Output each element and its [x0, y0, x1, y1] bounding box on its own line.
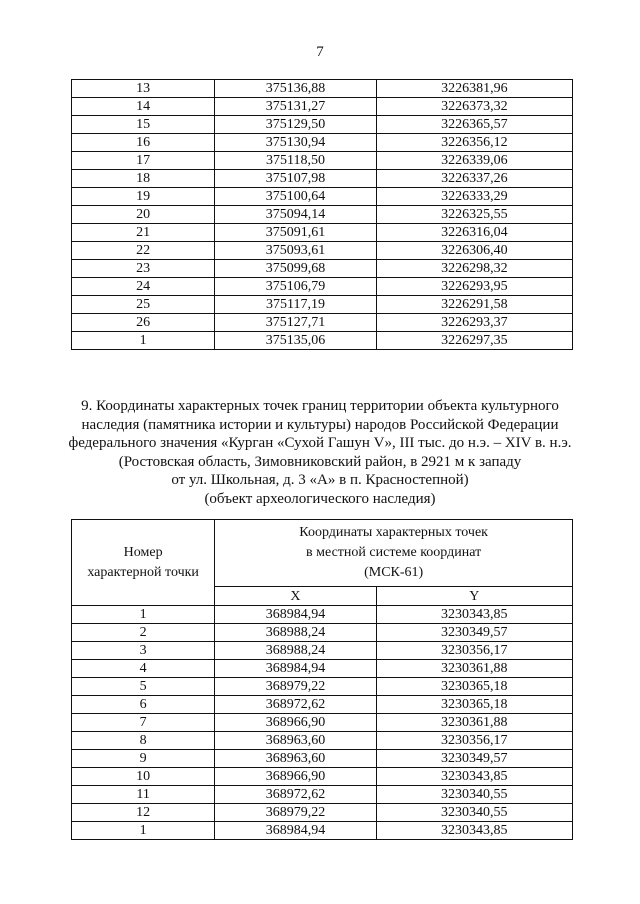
y-coordinate-cell: 3226339,06 — [376, 152, 572, 170]
header-coordinates — [215, 520, 573, 587]
y-coordinate-cell: 3230365,18 — [376, 696, 572, 714]
point-number-cell: 3 — [72, 642, 215, 660]
x-coordinate-cell: 375127,71 — [215, 314, 376, 332]
header-x: X — [215, 587, 376, 606]
table-row — [72, 152, 573, 170]
table-row — [72, 732, 573, 750]
x-coordinate-cell: 375094,14 — [215, 206, 376, 224]
y-coordinate-cell: 3230340,55 — [376, 786, 572, 804]
y-coordinate-cell: 3230343,85 — [376, 822, 572, 840]
header-y: Y — [376, 587, 572, 606]
table-row — [72, 660, 573, 678]
x-coordinate-cell: 375130,94 — [215, 134, 376, 152]
table-row — [72, 98, 573, 116]
section-heading-line: 9. Координаты характерных точек границ территории объекта культурного — [81, 398, 559, 414]
y-coordinate-cell: 3230349,57 — [376, 624, 572, 642]
x-coordinate-cell: 368972,62 — [215, 786, 376, 804]
y-coordinate-cell: 3230356,17 — [376, 642, 572, 660]
y-coordinate-cell: 3226365,57 — [376, 116, 572, 134]
section-heading-line: наследия (памятника истории и культуры) народов Российской Федерации — [81, 416, 559, 433]
x-coordinate-cell: 368966,90 — [215, 768, 376, 786]
y-coordinate-cell: 3226291,58 — [376, 296, 572, 314]
table-row — [72, 624, 573, 642]
table-row — [72, 332, 573, 350]
x-coordinate-cell: 368966,90 — [215, 714, 376, 732]
table-row — [72, 206, 573, 224]
x-coordinate-cell: 375091,61 — [215, 224, 376, 242]
y-coordinate-cell: 3226356,12 — [376, 134, 572, 152]
x-coordinate-cell: 368988,24 — [215, 642, 376, 660]
x-coordinate-cell: 375136,88 — [215, 80, 376, 98]
point-number-cell: 15 — [72, 116, 215, 134]
y-coordinate-cell: 3226381,96 — [376, 80, 572, 98]
x-coordinate-cell: 368979,22 — [215, 804, 376, 822]
point-number-cell: 1 — [72, 822, 215, 840]
table-row — [72, 134, 573, 152]
y-coordinate-cell: 3230340,55 — [376, 804, 572, 822]
table-row — [72, 188, 573, 206]
x-coordinate-cell: 375118,50 — [215, 152, 376, 170]
x-coordinate-cell: 375093,61 — [215, 242, 376, 260]
coordinates-table-body — [72, 606, 573, 840]
table-row — [72, 696, 573, 714]
table-row — [72, 822, 573, 840]
point-number-cell: 9 — [72, 750, 215, 768]
table-row — [72, 278, 573, 296]
y-coordinate-cell: 3230343,85 — [376, 606, 572, 624]
point-number-cell: 21 — [72, 224, 215, 242]
y-coordinate-cell: 3226293,95 — [376, 278, 572, 296]
x-coordinate-cell: 368963,60 — [215, 750, 376, 768]
point-number-cell: 20 — [72, 206, 215, 224]
x-coordinate-cell: 375131,27 — [215, 98, 376, 116]
table-row — [72, 750, 573, 768]
x-coordinate-cell: 375117,19 — [215, 296, 376, 314]
header-coordinates-line: Координаты характерных точек — [299, 525, 488, 540]
y-coordinate-cell: 3226293,37 — [376, 314, 572, 332]
point-number-cell: 17 — [72, 152, 215, 170]
table-row — [72, 678, 573, 696]
point-number-cell: 14 — [72, 98, 215, 116]
x-coordinate-cell: 368984,94 — [215, 822, 376, 840]
header-point-number-line: Номер — [123, 544, 163, 560]
x-coordinate-cell: 375106,79 — [215, 278, 376, 296]
point-number-cell: 19 — [72, 188, 215, 206]
x-coordinate-cell: 368984,94 — [215, 606, 376, 624]
table-row — [72, 606, 573, 624]
section-heading-line: от ул. Школьная, д. 3 «А» в п. Красностепной) — [171, 472, 469, 488]
point-number-cell: 11 — [72, 786, 215, 804]
table-row — [72, 768, 573, 786]
point-number-cell: 22 — [72, 242, 215, 260]
y-coordinate-cell: 3226297,35 — [376, 332, 572, 350]
x-coordinate-cell: 375129,50 — [215, 116, 376, 134]
point-number-cell: 13 — [72, 80, 215, 98]
x-coordinate-cell: 368988,24 — [215, 624, 376, 642]
x-coordinate-cell: 368972,62 — [215, 696, 376, 714]
point-number-cell: 8 — [72, 732, 215, 750]
table-row — [72, 786, 573, 804]
point-number-cell: 23 — [72, 260, 215, 278]
y-coordinate-cell: 3226337,26 — [376, 170, 572, 188]
y-coordinate-cell: 3230365,18 — [376, 678, 572, 696]
x-coordinate-cell: 375135,06 — [215, 332, 376, 350]
point-number-cell: 26 — [72, 314, 215, 332]
table-row — [72, 116, 573, 134]
y-coordinate-cell: 3226333,29 — [376, 188, 572, 206]
x-coordinate-cell: 368979,22 — [215, 678, 376, 696]
coordinates-table-continued — [71, 79, 573, 350]
section-heading-line: федерального значения «Курган «Сухой Гашун V», III тыс. до н.э. – XIV в. н.э. — [68, 435, 572, 451]
y-coordinate-cell: 3226298,32 — [376, 260, 572, 278]
header-point-number — [72, 520, 215, 606]
y-coordinate-cell: 3230343,85 — [376, 768, 572, 786]
point-number-cell: 16 — [72, 134, 215, 152]
header-coordinates-line: в местной системе координат — [306, 545, 482, 560]
y-coordinate-cell: 3230361,88 — [376, 660, 572, 678]
point-number-cell: 5 — [72, 678, 215, 696]
point-number-cell: 7 — [72, 714, 215, 732]
point-number-cell: 18 — [72, 170, 215, 188]
header-point-number-line: характерной точки — [87, 564, 199, 580]
point-number-cell: 1 — [72, 606, 215, 624]
table-row — [72, 260, 573, 278]
x-coordinate-cell: 368963,60 — [215, 732, 376, 750]
x-coordinate-cell: 368984,94 — [215, 660, 376, 678]
point-number-cell: 10 — [72, 768, 215, 786]
coordinates-table-body — [72, 80, 573, 350]
header-coordinates-line: (МСК-61) — [364, 565, 424, 580]
y-coordinate-cell: 3226306,40 — [376, 242, 572, 260]
table-row — [72, 314, 573, 332]
point-number-cell: 4 — [72, 660, 215, 678]
table-row — [72, 224, 573, 242]
table-row — [72, 242, 573, 260]
section-heading — [60, 397, 580, 508]
section-heading-line: (Ростовская область, Зимовниковский район, в 2921 м к западу — [118, 453, 522, 470]
x-coordinate-cell: 375099,68 — [215, 260, 376, 278]
point-number-cell: 6 — [72, 696, 215, 714]
point-number-cell: 2 — [72, 624, 215, 642]
table-row — [72, 642, 573, 660]
y-coordinate-cell: 3230356,17 — [376, 732, 572, 750]
x-coordinate-cell: 375107,98 — [215, 170, 376, 188]
point-number-cell: 1 — [72, 332, 215, 350]
x-coordinate-cell: 375100,64 — [215, 188, 376, 206]
table-row — [72, 170, 573, 188]
y-coordinate-cell: 3230361,88 — [376, 714, 572, 732]
point-number-cell: 12 — [72, 804, 215, 822]
point-number-cell: 25 — [72, 296, 215, 314]
y-coordinate-cell: 3226316,04 — [376, 224, 572, 242]
y-coordinate-cell: 3230349,57 — [376, 750, 572, 768]
point-number-cell: 24 — [72, 278, 215, 296]
section-heading-line: (объект археологического наследия) — [204, 490, 436, 507]
y-coordinate-cell: 3226325,55 — [376, 206, 572, 224]
table-row — [72, 80, 573, 98]
y-coordinate-cell: 3226373,32 — [376, 98, 572, 116]
page-number: 7 — [316, 44, 324, 60]
coordinates-table-kurgan — [71, 519, 573, 840]
table-row — [72, 714, 573, 732]
table-row — [72, 296, 573, 314]
table-row — [72, 804, 573, 822]
